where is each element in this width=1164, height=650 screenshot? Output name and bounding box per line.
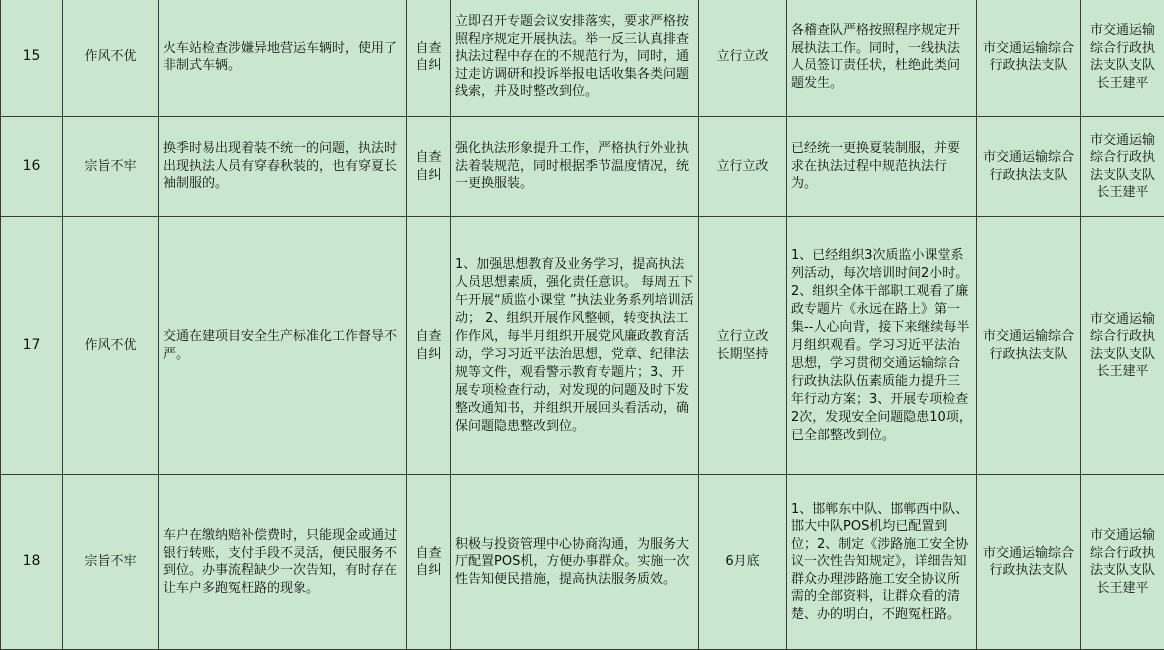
table-row: [1, 475, 1164, 650]
problem-source: 自查 自纠: [407, 217, 451, 475]
problem-category: 作风不优: [63, 217, 159, 475]
rectification-measures: 积极与投资管理中心协商沟通，为服务大厅配置POS机，方便办事群众。实施一次性告知便民措施，提高执法服务质效。: [451, 475, 699, 650]
responsible-unit: 市交通运输综合行政执法支队: [977, 117, 1081, 217]
responsible-person: 市交通运输综合行政执法支队支队长王建平: [1081, 117, 1164, 217]
problem-category: 宗旨不牢: [63, 475, 159, 650]
table-row: [1, 0, 1164, 117]
responsible-unit: 市交通运输综合行政执法支队: [977, 0, 1081, 117]
problem-description: 车户在缴纳赔补偿费时，只能现金或通过银行转账，支付手段不灵活，便民服务不到位。办事流程缺少一次告知，有时存在让车户多跑冤枉路的现象。: [159, 475, 407, 650]
problem-source: 自查 自纠: [407, 0, 451, 117]
responsible-unit: 市交通运输综合行政执法支队: [977, 217, 1081, 475]
table-row: [1, 117, 1164, 217]
problem-description: 交通在建项目安全生产标准化工作督导不严。: [159, 217, 407, 475]
rectification-deadline: 立行立改: [699, 117, 787, 217]
rectification-result: 各稽查队严格按照程序规定开展执法工作。同时，一线执法人员签订责任状，杜绝此类问题发生。: [787, 0, 977, 117]
row-number: 17: [1, 217, 63, 475]
problem-category: 宗旨不牢: [63, 117, 159, 217]
problem-source: 自查 自纠: [407, 475, 451, 650]
rectification-result: 1、已经组织3次质监小课堂系列活动，每次培训时间2小时。2、组织全体干部职工观看了廉政专题片《永远在路上》第一集--人心向背，接下来继续每半月组织观看。学习习近平法治思想，学习贯彻交通运输综合行政执法队伍素质能力提升三年行动方案；3、开展专项检查2次，发现安全问题隐患10项，已全部整改到位。: [787, 217, 977, 475]
problem-description: 换季时易出现着装不统一的问题，执法时出现执法人员有穿春秋装的，也有穿夏长袖制服的。: [159, 117, 407, 217]
rectification-measures: 强化执法形象提升工作，严格执行外业执法着装规范，同时根据季节温度情况，统一更换服装。: [451, 117, 699, 217]
rectification-deadline: 立行立改 长期坚持: [699, 217, 787, 475]
problem-source: 自查 自纠: [407, 117, 451, 217]
row-number: 18: [1, 475, 63, 650]
rectification-deadline: 6月底: [699, 475, 787, 650]
responsible-person: 市交通运输综合行政执法支队支队长王建平: [1081, 475, 1164, 650]
table-row: [1, 217, 1164, 475]
row-number: 15: [1, 0, 63, 117]
rectification-result: 已经统一更换夏装制服，并要求在执法过程中规范执法行为。: [787, 117, 977, 217]
responsible-unit: 市交通运输综合行政执法支队: [977, 475, 1081, 650]
rectification-result: 1、邯郸东中队、邯郸西中队、邯大中队POS机均已配置到位；2、制定《涉路施工安全协议一次性告知规定》，详细告知群众办理涉路施工安全协议所需的全部资料，让群众看的清楚、办的明白，不跑冤枉路。: [787, 475, 977, 650]
rectification-measures: 立即召开专题会议安排落实，要求严格按照程序规定开展执法。举一反三认真排查执法过程中存在的不规范行为，同时，通过走访调研和投诉举报电话收集各类问题线索，并及时整改到位。: [451, 0, 699, 117]
problem-category: 作风不优: [63, 0, 159, 117]
responsible-person: 市交通运输综合行政执法支队支队长王建平: [1081, 217, 1164, 475]
row-number: 16: [1, 117, 63, 217]
problem-description: 火车站检查涉嫌异地营运车辆时，使用了非制式车辆。: [159, 0, 407, 117]
rectification-deadline: 立行立改: [699, 0, 787, 117]
responsible-person: 市交通运输综合行政执法支队支队长王建平: [1081, 0, 1164, 117]
rectification-measures: 1、加强思想教育及业务学习，提高执法人员思想素质，强化责任意识。 每周五下午开展“质监小课堂 ”执法业务系列培训活动； 2、组织开展作风整顿，转变执法工作作风，每半月组织开展党风廉政教育活动，学习习近平法治思想，党章、纪律法规等文件，观看警示教育专题片；3、开展专项检查行动，对发现的问题及时下发整改通知书，并组织开展回头看活动，确保问题隐患整改到位。: [451, 217, 699, 475]
